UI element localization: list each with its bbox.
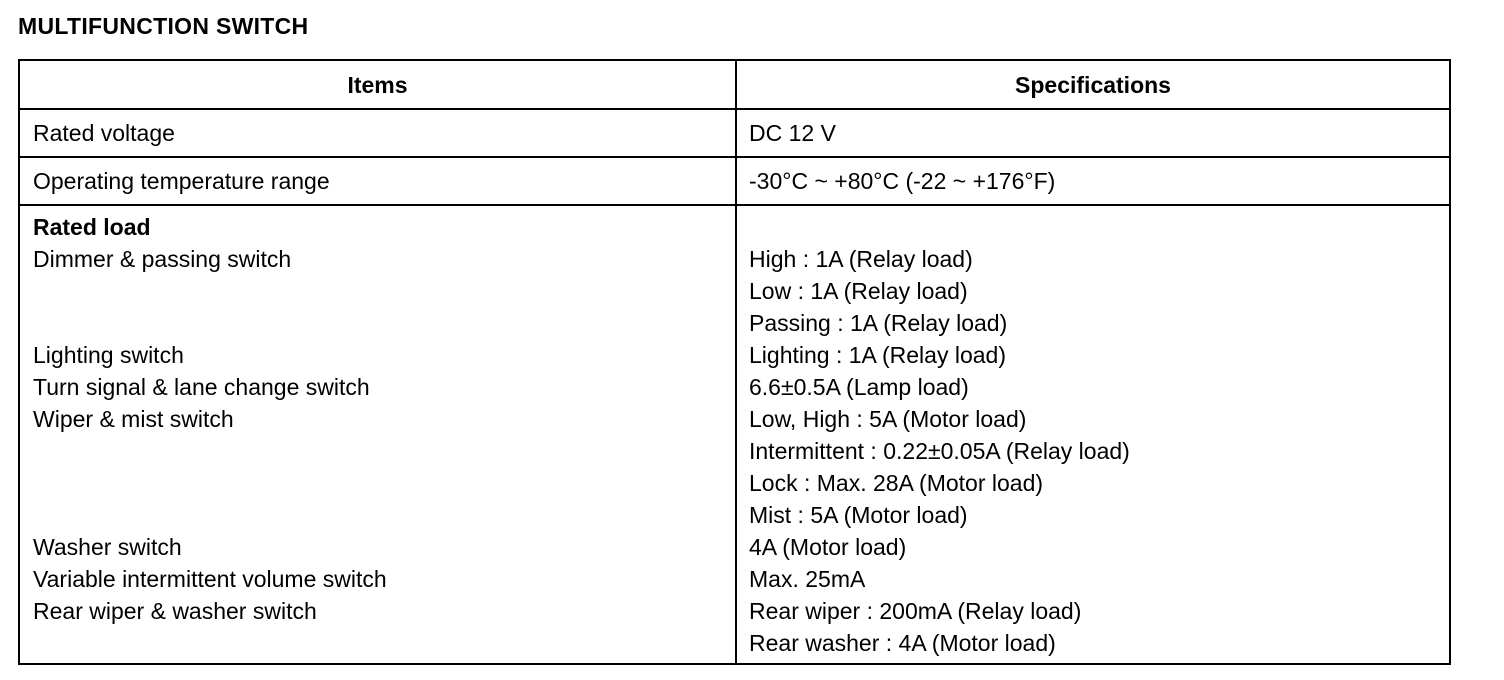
rated-load-spec: 6.6±0.5A (Lamp load) — [749, 374, 969, 400]
rated-load-item: Dimmer & passing switch — [33, 246, 292, 272]
rated-load-spec: Intermittent : 0.22±0.05A (Relay load) — [749, 438, 1130, 464]
rated-load-item — [33, 435, 387, 467]
spec-rated-voltage: DC 12 V — [749, 120, 836, 146]
rated-load-item: Wiper & mist switch — [33, 406, 234, 432]
rated-load-items — [33, 211, 387, 627]
header-specifications: Specifications — [1015, 72, 1171, 98]
spec-table — [18, 59, 1451, 665]
rated-load-spec: Passing : 1A (Relay load) — [749, 310, 1008, 336]
row-divider-voltage — [20, 156, 1449, 158]
spec-operating-temperature: -30°C ~ +80°C (-22 ~ +176°F) — [749, 168, 1056, 194]
rated-load-heading: Rated load — [33, 214, 151, 240]
rated-load-spec: Mist : 5A (Motor load) — [749, 502, 968, 528]
page-title: MULTIFUNCTION SWITCH — [18, 13, 309, 39]
header-items: Items — [347, 72, 408, 98]
rated-load-item — [33, 275, 387, 307]
row-divider-temperature — [20, 204, 1449, 206]
rated-load-item: Washer switch — [33, 534, 182, 560]
rated-load-spec: Rear washer : 4A (Motor load) — [749, 630, 1056, 656]
column-divider — [735, 61, 737, 663]
rated-load-item — [33, 467, 387, 499]
rated-load-specs — [749, 243, 1130, 659]
rated-load-item: Lighting switch — [33, 342, 184, 368]
item-rated-voltage: Rated voltage — [33, 120, 175, 146]
rated-load-spec: Rear wiper : 200mA (Relay load) — [749, 598, 1082, 624]
rated-load-item: Rear wiper & washer switch — [33, 598, 317, 624]
rated-load-item: Variable intermittent volume switch — [33, 566, 387, 592]
rated-load-item — [33, 307, 387, 339]
rated-load-spec: Max. 25mA — [749, 566, 866, 592]
rated-load-spec: Lock : Max. 28A (Motor load) — [749, 470, 1044, 496]
rated-load-spec: High : 1A (Relay load) — [749, 246, 973, 272]
rated-load-spec: 4A (Motor load) — [749, 534, 907, 560]
rated-load-spec: Low : 1A (Relay load) — [749, 278, 968, 304]
rated-load-item — [33, 499, 387, 531]
row-divider-header — [20, 108, 1449, 110]
item-operating-temperature: Operating temperature range — [33, 168, 330, 194]
rated-load-spec: Low, High : 5A (Motor load) — [749, 406, 1027, 432]
rated-load-item: Turn signal & lane change switch — [33, 374, 370, 400]
rated-load-spec: Lighting : 1A (Relay load) — [749, 342, 1006, 368]
